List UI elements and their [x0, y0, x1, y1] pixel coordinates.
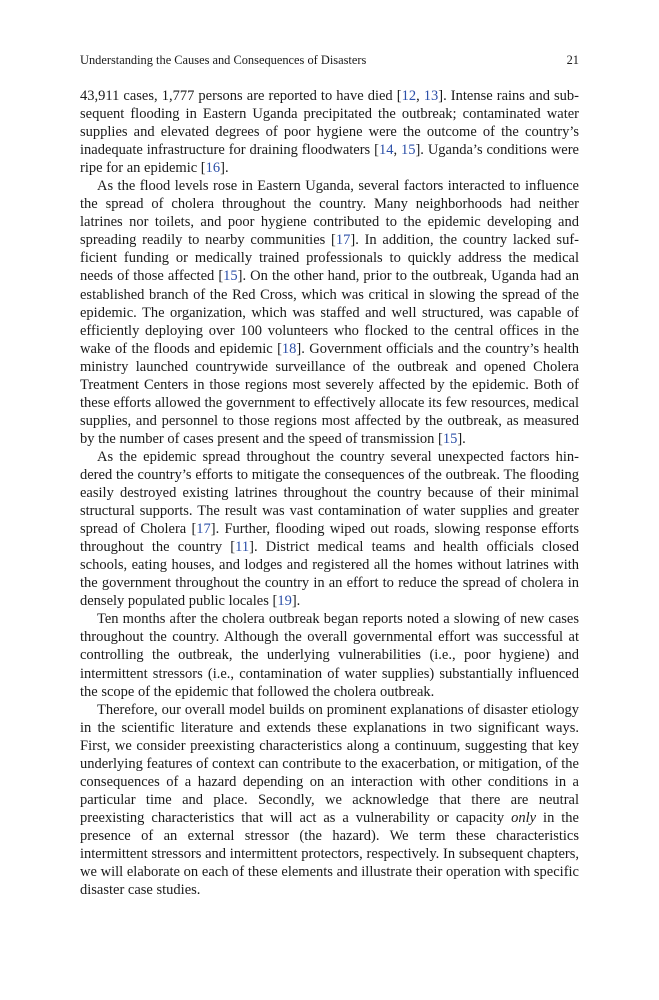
citation-link[interactable]: 11 [235, 539, 250, 556]
text-run: ]. District medical teams and health officials closed schools, eating houses, and lodges and registered all the homes without latrines with the government throughout the country in an effort to reduce the spread of cholera in densely populated public locales [ [80, 539, 579, 610]
text-run: 43,911 cases, 1,777 persons are reported to have died [ [80, 88, 402, 104]
text-run: ]. Uganda’s conditions were ripe for an epidemic [ [80, 142, 579, 177]
citation-link[interactable]: 17 [196, 521, 211, 538]
citation-link[interactable]: 16 [205, 160, 221, 177]
running-title: Understanding the Causes and Consequences of Disasters [80, 53, 367, 67]
text-run: Therefore, our overall model builds on prominent explanations of disaster etiology in the scientific literature and extends these explanations in two significant ways. First, we consider preexisting characteristics along a continuum, suggesting that key underlying features of context can contribute to the exacerbation, or mitigation, of the consequences of a hazard depending on an interaction with other conditions in a particular time and place. Secondly, we acknowledge that there are neutral preexisting characteristics that will act as a vulnerability or capacity [80, 701, 579, 826]
citation-link[interactable]: 15 [223, 268, 238, 285]
text-run: Ten months after the cholera outbreak began reports noted a slowing of new cases throughout the country. Although the overall governmental effort was successful at controlling the outbreak, the underlying vulnerabilities (i.e., poor hygiene) and intermittent stressors (i.e., contamination of water supplies) substantially influenced the scope of the epidemic that followed the cholera outbreak. [80, 611, 579, 700]
paragraph [80, 610, 579, 700]
text-run: ]. [220, 160, 229, 177]
text-run: ]. [291, 593, 301, 610]
citation-link[interactable]: 13 [423, 88, 439, 104]
text-run: ]. Intense rains and subsequent flooding in Eastern Uganda precipitated the outbreak; contaminated water supplies and elevated degrees of poor hygiene were the outcome of the country’s inadequate infrastructure for draining floodwaters [ [80, 88, 580, 159]
text-run: As the epidemic spread throughout the country several unexpected factors hindered the country’s efforts to mitigate the consequences of the outbreak. The flooding easily destroyed existing latrines throughout the country because of their minimal structural supports. The result was vast contamination of water supplies and greater spread of Cholera [ [80, 448, 579, 538]
paragraph [80, 87, 579, 177]
paragraph [80, 701, 579, 900]
text-run: , [393, 142, 401, 159]
text-run: ]. [457, 430, 466, 447]
paragraph [80, 177, 579, 448]
paragraph [80, 448, 579, 610]
page-number: 21 [566, 53, 579, 67]
citation-link[interactable]: 19 [277, 593, 292, 610]
body-text [80, 87, 579, 899]
text-run: ]. On the other hand, prior to the outbreak, Uganda had an established branch of the Red Cross, which was critical in slowing the spread of the epidemic. The organization, which was staffed and well structured, was capable of efficiently deploying over 100 volunteers who flocked to the central offices in the wake of the floods and epidemic [ [80, 268, 579, 357]
citation-link[interactable]: 15 [442, 430, 458, 447]
text-run: As the flood levels rose in Eastern Uganda, several factors interacted to influence the spread of cholera throughout the country. Many neighborhoods had neither latrines nor toilets, and poor hygiene contributed to the epidemic developing and spreading readily to nearby communities [ [80, 178, 579, 249]
text-run: ]. Government officials and the country’s health ministry launched countrywide surveillance of the outbreak and opened Cholera Treatment Centers in those regions most severely affected by the epidemic. Both of these efforts allowed the government to effectively allocate its few resources, medical supplies, and personnel to those regions most affected by the outbreak, as measured by the number of cases present and the speed of transmission [ [80, 340, 579, 447]
citation-link[interactable]: 15 [400, 142, 416, 159]
citation-link[interactable]: 12 [401, 88, 417, 104]
citation-link[interactable]: 14 [378, 142, 394, 159]
citation-link[interactable]: 17 [335, 232, 351, 249]
text-run: in the presence of an external stressor (the hazard). We term these characteristics intermittent stressors and intermittent protectors, respectively. In subsequent chapters, we will elaborate on each of these elements and illustrate their operation with specific disaster case studies. [80, 809, 579, 899]
emphasis-text: only [511, 809, 537, 826]
citation-link[interactable]: 18 [281, 340, 297, 357]
text-run: ]. In addition, the country lacked sufficient funding or medically trained professionals to quickly address the medical needs of those affected [ [80, 232, 579, 285]
text-run: , [416, 88, 424, 104]
text-run: ]. Further, flooding wiped out roads, slowing response efforts throughout the country [ [80, 521, 579, 556]
